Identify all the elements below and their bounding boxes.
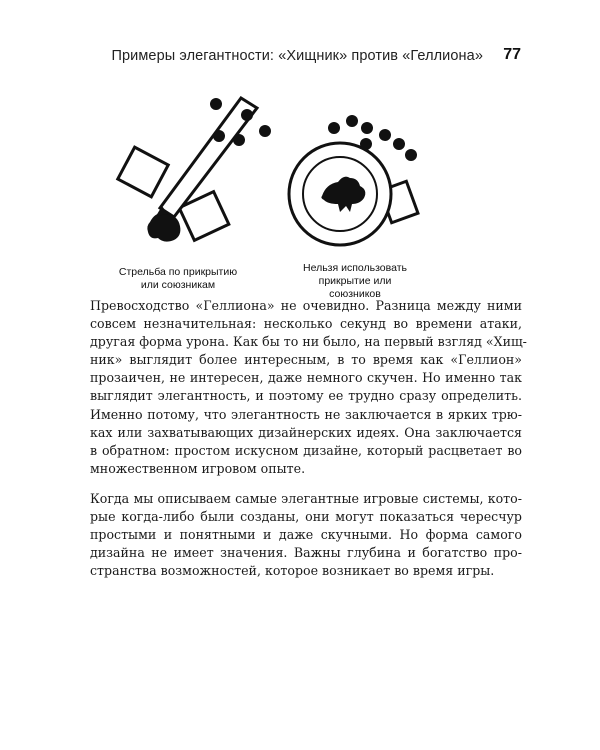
running-title: Примеры элегантности: «Хищник» против «Геллиона»	[111, 48, 483, 64]
text-line: рые когда-либо были созданы, они могут показаться чересчур	[90, 509, 522, 525]
caption-line: Стрельба по прикрытию	[118, 266, 238, 278]
target-dot	[361, 122, 373, 134]
paragraph	[90, 297, 527, 478]
page-number: 77	[503, 46, 521, 63]
body-text	[90, 297, 527, 592]
cover-box	[118, 147, 168, 197]
target-dot	[259, 125, 271, 137]
text-line: в обратном: простом искусном дизайне, который расцветает во	[90, 442, 522, 458]
text-line: простыми и понятными и даже скучными. Но форма самого	[90, 527, 522, 543]
text-line: множественном игровом опыте.	[90, 460, 306, 476]
text-line: Именно потому, что элегантность не заключается в ярких трю-	[90, 406, 522, 422]
text-line: совсем незначительная: несколько секунд во времени атаки,	[90, 316, 522, 332]
left-diagram	[118, 98, 271, 242]
text-line: ках или захватывающих дизайнерских идеях. Она заключается	[90, 424, 522, 440]
caption-line: прикрытие или союзников	[318, 275, 392, 300]
illustration	[0, 80, 600, 260]
paragraph	[90, 490, 522, 580]
text-line: Превосходство «Геллиона» не очевидно. Разница между ними	[90, 298, 522, 313]
target-dot	[210, 98, 222, 110]
text-line: Когда мы описываем самые элегантные игровые системы, кото-	[90, 490, 522, 506]
target-dot	[241, 109, 253, 121]
text-line: прозаичен, не интересен, даже немного скучен. Но именно так	[90, 370, 522, 386]
target-dot	[346, 115, 358, 127]
text-line: дизайна не имеет значения. Важны глубина и богатство про-	[90, 545, 522, 561]
target-dot	[233, 134, 245, 146]
target-dot	[405, 149, 417, 161]
target-dot	[379, 129, 391, 141]
text-line: выглядит элегантность, и поэтому ее трудно сразу определить.	[90, 388, 522, 404]
running-header	[0, 44, 600, 68]
text-line: другая форма урона. Как бы то ни было, на первый взгляд «Хищ-	[90, 334, 527, 350]
target-dot	[360, 138, 372, 150]
caption-line: или союзникам	[140, 279, 216, 291]
right-caption	[292, 262, 418, 301]
right-diagram	[289, 115, 418, 245]
text-line: странства возможностей, которое возникает во время игры.	[90, 563, 495, 579]
target-dot	[328, 122, 340, 134]
target-dot	[213, 130, 225, 142]
target-dot	[393, 138, 405, 150]
left-caption	[118, 266, 238, 292]
text-line: ник» выглядит более интересным, в то время как «Геллион»	[90, 352, 522, 368]
caption-line: Нельзя использовать	[303, 262, 407, 274]
